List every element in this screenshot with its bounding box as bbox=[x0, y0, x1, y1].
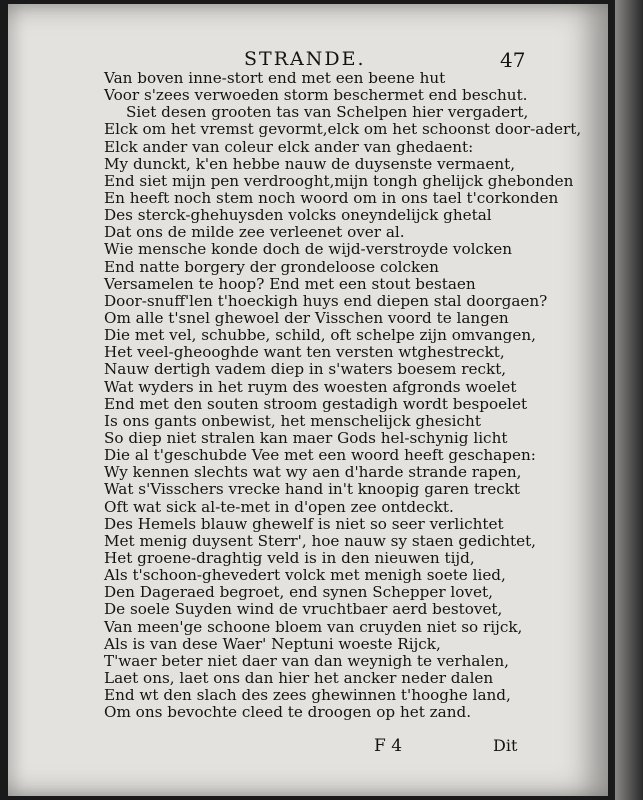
page-number: 47 bbox=[500, 48, 526, 72]
poem-line: Met menig duysent Sterr', hoe nauw sy staen gedichtet, bbox=[104, 531, 537, 550]
poem-line: Om alle t'snel ghewoel der Visschen voord te langen bbox=[104, 308, 509, 327]
poem-line: Des Hemels blauw ghewelf is niet so seer verlichtet bbox=[104, 514, 504, 533]
poem-line: Elck om het vremst gevormt,elck om het schoonst door-adert, bbox=[104, 120, 582, 139]
poem-line: Wat wyders in het ruym des woesten afgronds woelet bbox=[104, 377, 517, 396]
poem-line: Is ons gants onbewist, het menschelijck ghesicht bbox=[104, 411, 481, 430]
poem-text bbox=[104, 69, 582, 722]
running-head: STRANDE. bbox=[244, 48, 366, 70]
catchword: Dit bbox=[493, 736, 518, 755]
poem-line: Den Dageraed begroet, end synen Schepper lovet, bbox=[104, 583, 493, 602]
poem-line: End natte borgery der grondeloose colcken bbox=[104, 257, 439, 276]
poem-line: Wat s'Visschers vrecke hand in't knoopig garen treckt bbox=[104, 480, 521, 499]
page-footer bbox=[8, 736, 608, 760]
book-page bbox=[8, 4, 608, 796]
signature-mark: F 4 bbox=[374, 736, 403, 756]
poem-line: Van meen'ge schoone bloem van cruyden niet so rijck, bbox=[104, 617, 523, 636]
poem-line: Wy kennen slechts wat wy aen d'harde strande rapen, bbox=[104, 463, 522, 482]
poem-line: Wie mensche konde doch de wijd-verstroyde volcken bbox=[104, 240, 512, 259]
poem-line: Laet ons, laet ons dan hier het ancker neder dalen bbox=[104, 668, 494, 687]
poem-line: Oft wat sick al-te-met in d'open zee ontdeckt. bbox=[104, 497, 454, 516]
poem-line: Het veel-gheooghde want ten versten wtghestreckt, bbox=[104, 343, 505, 362]
poem-line: Die al t'geschubde Vee met een woord heeft geschapen: bbox=[104, 446, 536, 465]
poem-line: Door-snuff'len t'hoeckigh huys end diepen stal doorgaen? bbox=[104, 291, 548, 310]
poem-line: En heeft noch stem noch woord om in ons tael t'corkonden bbox=[104, 188, 559, 207]
poem-line: End wt den slach des zees ghewinnen t'hooghe land, bbox=[104, 686, 511, 705]
poem-line: Nauw dertigh vadem diep in s'waters boesem reckt, bbox=[104, 360, 507, 379]
poem-line: My dunckt, k'en hebbe nauw de duysenste vermaent, bbox=[104, 154, 516, 173]
poem-line: Als is van dese Waer' Neptuni woeste Rijck, bbox=[104, 634, 441, 653]
poem-line: Versamelen te hoop? End met een stout bestaen bbox=[104, 274, 476, 293]
poem-line: So diep niet stralen kan maer Gods hel-schynig licht bbox=[104, 428, 508, 447]
poem-line: Van boven inne-stort end met een beene hut bbox=[104, 69, 446, 87]
poem-line: Om ons bevochte cleed te droogen op het zand. bbox=[104, 703, 472, 722]
poem-line: End siet mijn pen verdrooght,mijn tongh ghelijck ghebonden bbox=[104, 171, 574, 190]
poem-line: De soele Suyden wind de vruchtbaer aerd bestovet, bbox=[104, 600, 503, 619]
poem-line: Als t'schoon-ghevedert volck met menigh soete lied, bbox=[104, 566, 506, 585]
poem-line: Des sterck-ghehuysden volcks oneyndelijck ghetal bbox=[104, 206, 492, 225]
poem-line: T'waer beter niet daer van dan weynigh te verhalen, bbox=[104, 651, 509, 670]
binding-shadow bbox=[615, 0, 643, 800]
poem-line: Dat ons de milde zee verleenet over al. bbox=[104, 223, 405, 242]
poem-line: Die met vel, schubbe, schild, oft schelpe zijn omvangen, bbox=[104, 326, 536, 345]
poem-line: Het groene-draghtig veld is in den nieuwen tijd, bbox=[104, 548, 475, 567]
poem-line: Elck ander van coleur elck ander van ghedaent: bbox=[104, 137, 474, 156]
poem-line: End met den souten stroom gestadigh wordt bespoelet bbox=[104, 394, 528, 413]
poem-line: Voor s'zees verwoeden storm beschermet end beschut. bbox=[104, 86, 528, 105]
poem-line: Siet desen grooten tas van Schelpen hier vergadert, bbox=[126, 103, 529, 122]
